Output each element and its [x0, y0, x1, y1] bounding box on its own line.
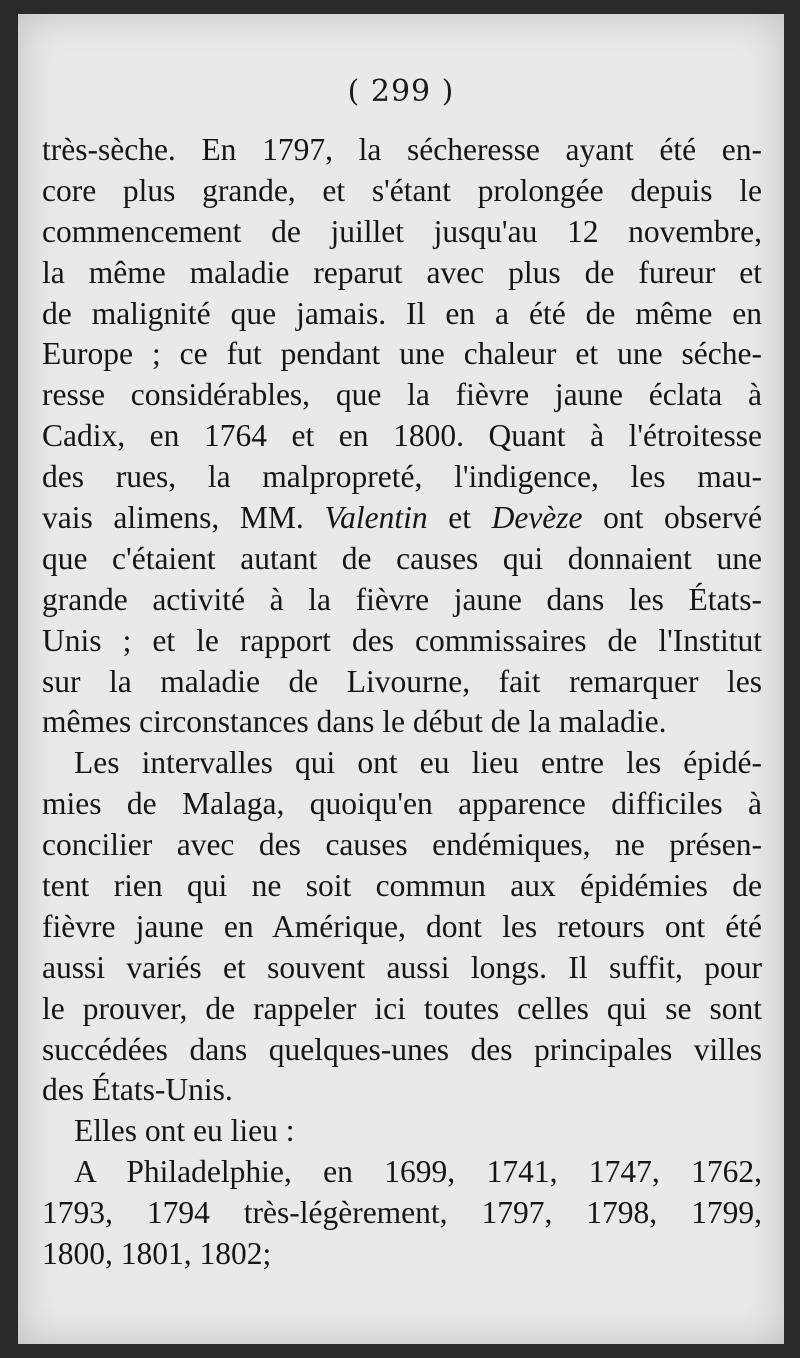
text-line: fièvre jaune en Amérique, dont les retours ont été — [42, 908, 762, 944]
text-fragment: et — [448, 500, 471, 536]
text-line: mies de Malaga, quoiqu'en apparence difficiles à — [42, 786, 762, 822]
text-line: de malignité que jamais. Il en a été de même en — [42, 295, 762, 331]
body-text — [42, 130, 762, 1275]
text-line: Elles ont eu lieu : — [74, 1113, 295, 1149]
text-line: sur la maladie de Livourne, fait remarquer les — [42, 663, 762, 699]
author-name-valentin: Valentin — [324, 500, 428, 536]
text-line: A Philadelphie, en 1699, 1741, 1747, 1762, — [74, 1154, 762, 1190]
text-line: resse considérables, que la fièvre jaune éclata à — [42, 377, 762, 413]
text-line: le prouver, de rappeler ici toutes celles qui se sont — [42, 990, 762, 1026]
text-line-with-names — [42, 498, 762, 539]
author-name-deveze: Devèze — [491, 500, 583, 536]
text-line: aussi variés et souvent aussi longs. Il suffit, pour — [42, 949, 762, 985]
text-line: commencement de juillet jusqu'au 12 novembre, — [42, 213, 762, 249]
text-line: la même maladie reparut avec plus de fureur et — [42, 254, 762, 290]
text-line: des rues, la malpropreté, l'indigence, les mau- — [42, 459, 762, 495]
text-line: concilier avec des causes endémiques, ne présen- — [42, 827, 762, 863]
text-line: Les intervalles qui ont eu lieu entre les épidé- — [74, 745, 762, 781]
text-fragment: vais alimens, MM. — [42, 500, 304, 536]
text-line: 1800, 1801, 1802; — [42, 1236, 272, 1272]
text-line: 1793, 1794 très-légèrement, 1797, 1798, 1799, — [42, 1195, 762, 1231]
text-line: grande activité à la fièvre jaune dans les États- — [42, 581, 762, 617]
text-line: Unis ; et le rapport des commissaires de l'Institut — [42, 622, 762, 658]
text-line: succédées dans quelques-unes des principales villes — [42, 1031, 762, 1067]
text-line: tent rien qui ne soit commun aux épidémies de — [42, 868, 762, 904]
text-line: Cadix, en 1764 et en 1800. Quant à l'étroitesse — [42, 418, 762, 454]
book-page — [18, 14, 784, 1344]
text-fragment: ont observé — [603, 500, 762, 536]
text-line: mêmes circonstances dans le début de la maladie. — [42, 704, 667, 740]
text-line: core plus grande, et s'étant prolongée depuis le — [42, 172, 762, 208]
text-line: très-sèche. En 1797, la sécheresse ayant été en- — [42, 132, 762, 167]
text-line: des États-Unis. — [42, 1072, 233, 1108]
page-number: ( 299 ) — [347, 74, 455, 109]
text-line: que c'étaient autant de causes qui donnaient une — [42, 540, 762, 576]
text-line: Europe ; ce fut pendant une chaleur et une séche- — [42, 336, 762, 372]
